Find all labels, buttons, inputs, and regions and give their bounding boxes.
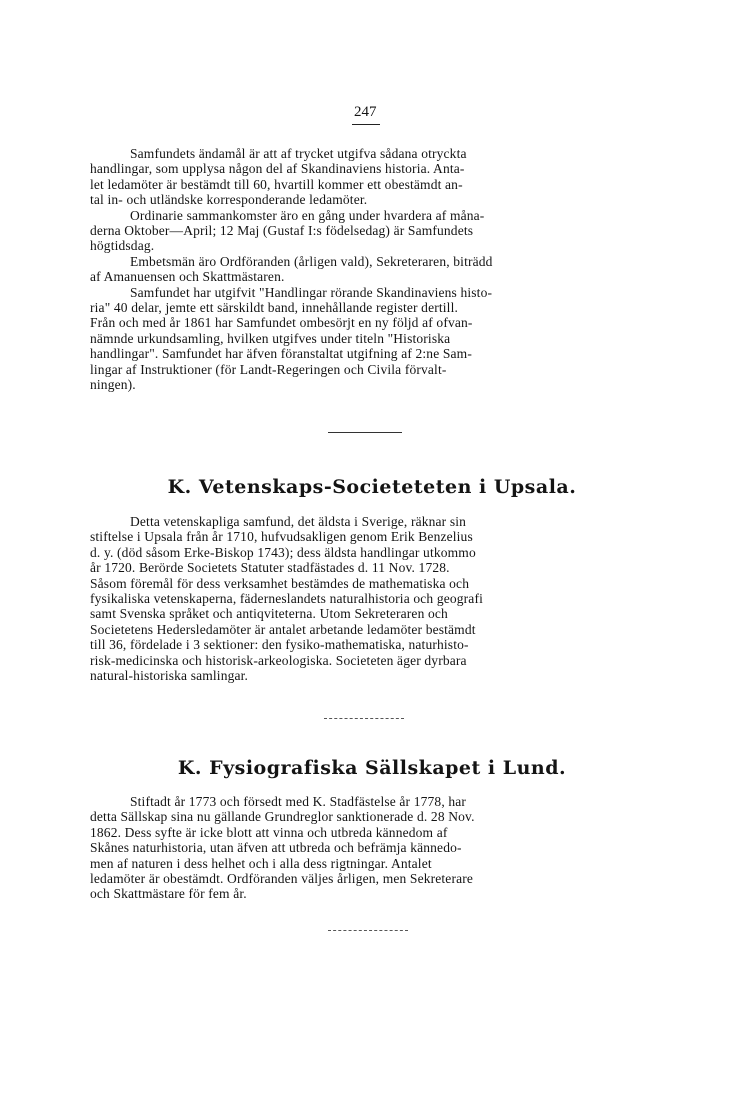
- text-line: 1862. Dess syfte är icke blott att vinna och utbreda kännedom af: [90, 824, 448, 840]
- text-line: Embetsmän äro Ordföranden (årligen vald), Sekreteraren, biträdd: [130, 253, 493, 269]
- section-divider: [328, 930, 408, 931]
- text-line: natural-historiska samlingar.: [90, 668, 249, 684]
- text-line: högtidsdag.: [90, 238, 155, 254]
- text-line: handlingar". Samfundet har äfven föranstaltat utgifning af 2:ne Sam-: [90, 346, 472, 362]
- text-line: ledamöter är obestämdt. Ordföranden väljes årligen, men Sekreterare: [90, 871, 474, 887]
- text-line: Detta vetenskapliga samfund, det äldsta i Sverige, räknar sin: [130, 514, 467, 529]
- text-line: Samfundet har utgifvit "Handlingar rörande Skandinaviens histo-: [130, 284, 493, 300]
- text-line: d. y. (död såsom Erke-Biskop 1743); dess äldsta handlingar utkommo: [90, 544, 476, 560]
- page-number-rule: [352, 124, 380, 125]
- text-line: Från och med år 1861 har Samfundet ombesörjt en ny följd af ofvan-: [90, 315, 473, 331]
- lund-section: [90, 794, 660, 902]
- section-divider: [324, 718, 404, 719]
- text-line: Stiftadt år 1773 och försedt med K. Stadfästelse år 1778, har: [130, 794, 467, 809]
- text-line: fysikaliska vetenskaperna, fäderneslandets naturalhistoria och geografi: [90, 591, 484, 607]
- section-heading-upsala: K. Vetenskaps-Societeteten i Upsala.: [167, 476, 577, 498]
- text-line: samt Svenska språket och antiqviteterna. Utom Sekreteraren och: [90, 606, 448, 622]
- text-line: derna Oktober—April; 12 Maj (Gustaf I:s födelsedag) är Samfundets: [90, 223, 474, 239]
- section-heading-lund: K. Fysiografiska Sällskapet i Lund.: [177, 757, 567, 779]
- text-line: Samfundets ändamål är att af trycket utgifva sådana otryckta: [130, 146, 467, 161]
- text-line: lingar af Instruktioner (för Landt-Regeringen och Civila förvalt-: [90, 361, 447, 377]
- text-line: risk-medicinska och historisk-arkeologiska. Societeten äger dyrbara: [90, 652, 467, 668]
- intro-section: [90, 146, 660, 393]
- page-number: 247: [354, 104, 377, 120]
- text-line: ria" 40 delar, jemte ett särskildt band, innehållande register dertill.: [90, 300, 458, 316]
- upsala-section: [90, 514, 660, 683]
- text-line: tal in- och utländske korresponderande ledamöter.: [90, 192, 368, 208]
- text-line: år 1720. Berörde Societets Statuter stadfästades d. 11 Nov. 1728.: [90, 560, 450, 576]
- text-line: let ledamöter är bestämdt till 60, hvartill kommer ett obestämdt an-: [90, 176, 463, 192]
- text-line: Societetens Hedersledamöter är antalet arbetande ledamöter bestämdt: [90, 621, 476, 637]
- text-line: Såsom föremål för dess verksamhet bestämdes de mathematiska och: [90, 575, 470, 591]
- text-line: till 36, fördelade i 3 sektioner: den fysiko-mathematiska, naturhisto-: [90, 637, 469, 653]
- text-line: ningen).: [90, 377, 136, 393]
- section-divider: [328, 432, 402, 433]
- text-line: och Skattmästare för fem år.: [90, 886, 247, 902]
- text-line: detta Sällskap sina nu gällande Grundreglor sanktionerade d. 28 Nov.: [90, 809, 475, 825]
- text-line: Skånes naturhistoria, utan äfven att utbreda och befrämja kännedo-: [90, 840, 462, 856]
- text-line: stiftelse i Upsala från år 1710, hufvudsakligen genom Erik Benzelius: [90, 529, 473, 545]
- text-line: men af naturen i dess helhet och i alla dess rigtningar. Antalet: [90, 855, 432, 871]
- text-line: handlingar, som upplysa någon del af Skandinaviens historia. Anta-: [90, 161, 465, 177]
- text-line: af Amanuensen och Skattmästaren.: [90, 269, 285, 285]
- text-line: nämnde urkundsamling, hvilken utgifves under titeln "Historiska: [90, 330, 451, 346]
- text-line: Ordinarie sammankomster äro en gång under hvardera af måna-: [130, 207, 485, 223]
